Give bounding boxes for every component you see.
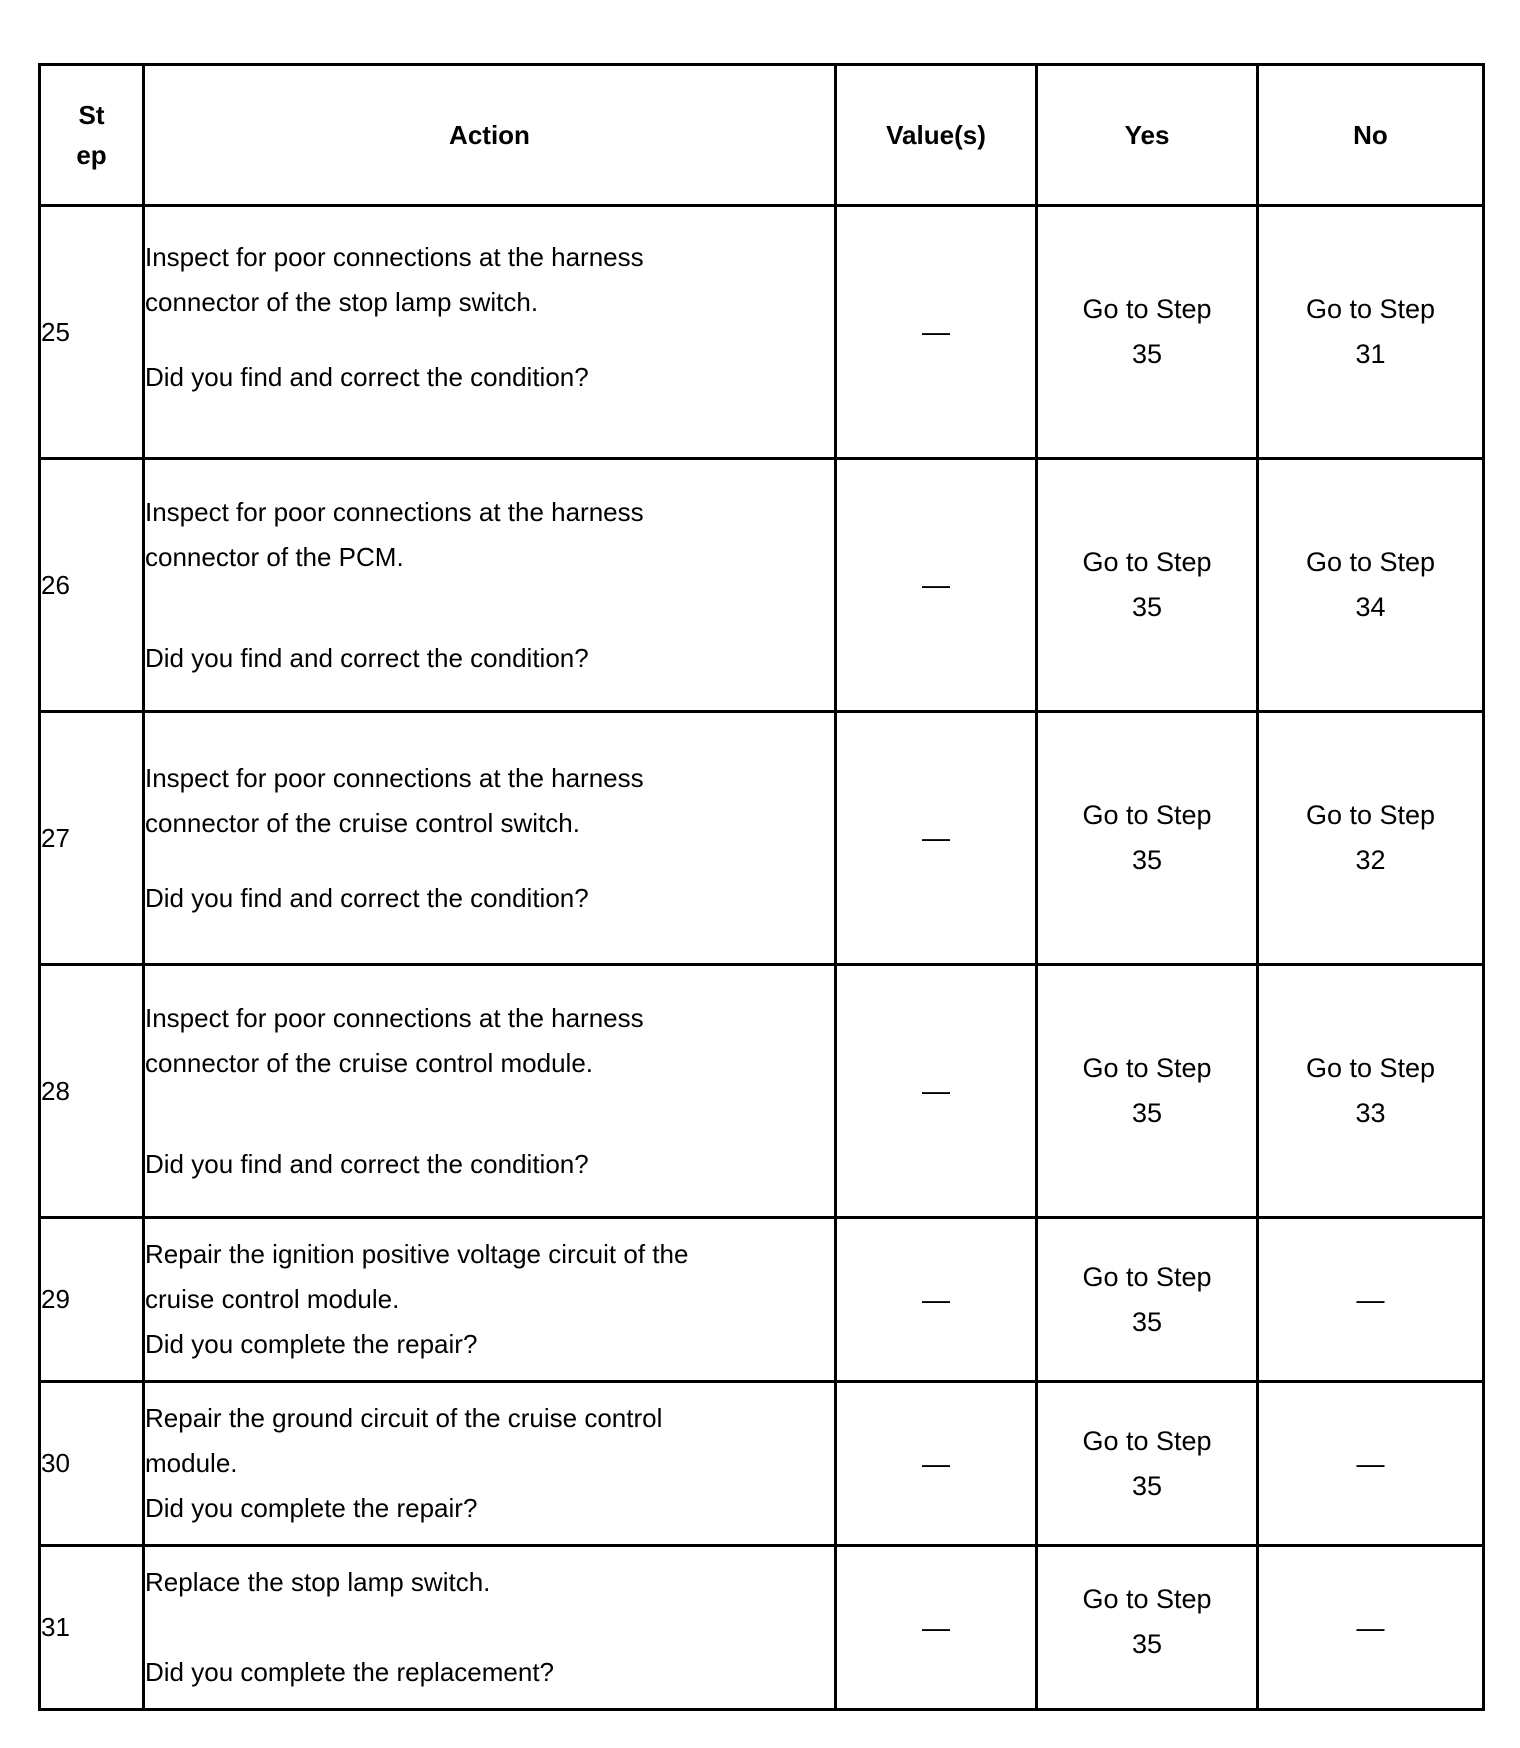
action-cell	[144, 1382, 836, 1546]
yes-cell	[1037, 459, 1258, 712]
no-cell	[1258, 206, 1484, 459]
no-goto: Go to Step	[1305, 1053, 1436, 1083]
yes-step: 35	[1131, 1306, 1163, 1337]
value-cell: —	[836, 1218, 1037, 1382]
action-question: Did you complete the replacement?	[145, 1657, 555, 1687]
yes-step: 35	[1131, 1470, 1163, 1501]
action-cell	[144, 206, 836, 459]
step-number: 29	[40, 1218, 144, 1382]
action-cell	[144, 712, 836, 965]
no-goto: Go to Step	[1305, 294, 1436, 324]
yes-step: 35	[1131, 1098, 1163, 1128]
yes-goto: Go to Step	[1082, 1583, 1212, 1614]
yes-goto: Go to Step	[1082, 294, 1212, 324]
table-header-row	[40, 65, 1484, 206]
value-cell: —	[836, 1382, 1037, 1546]
yes-cell	[1037, 1382, 1258, 1546]
action-question: Did you find and correct the condition?	[145, 882, 589, 913]
table-row	[40, 1546, 1484, 1710]
header-step-line1: St	[78, 100, 105, 130]
no-step: 32	[1355, 845, 1386, 875]
no-step: 31	[1355, 339, 1386, 369]
table-row	[40, 965, 1484, 1218]
no-cell: —	[1258, 1218, 1484, 1382]
value-cell: —	[836, 965, 1037, 1218]
action-cell	[144, 965, 836, 1218]
action-text: connector of the cruise control switch.	[145, 807, 580, 838]
action-text: connector of the cruise control module.	[145, 1047, 594, 1078]
table-row	[40, 1218, 1484, 1382]
action-text: module.	[145, 1448, 238, 1478]
yes-goto: Go to Step	[1082, 547, 1212, 577]
no-step: 34	[1355, 592, 1386, 622]
yes-step: 35	[1131, 339, 1163, 369]
action-text: connector of the stop lamp switch.	[145, 286, 539, 317]
step-number: 26	[40, 459, 144, 712]
action-text: Inspect for poor connections at the harness	[145, 496, 644, 527]
action-question: Did you complete the repair?	[145, 1329, 478, 1359]
table-row	[40, 1382, 1484, 1546]
step-number: 28	[40, 965, 144, 1218]
no-cell	[1258, 712, 1484, 965]
value-cell: —	[836, 206, 1037, 459]
value-cell: —	[836, 459, 1037, 712]
action-text: Replace the stop lamp switch.	[145, 1567, 491, 1597]
action-text: Inspect for poor connections at the harness	[145, 241, 644, 272]
header-action: Action	[144, 65, 836, 206]
action-text: Repair the ignition positive voltage circuit of the	[145, 1239, 689, 1269]
step-number: 27	[40, 712, 144, 965]
no-cell	[1258, 459, 1484, 712]
action-question: Did you complete the repair?	[145, 1493, 478, 1523]
table-row	[40, 712, 1484, 965]
action-cell	[144, 459, 836, 712]
no-cell: —	[1258, 1382, 1484, 1546]
value-cell: —	[836, 1546, 1037, 1710]
yes-cell	[1037, 712, 1258, 965]
yes-cell	[1037, 206, 1258, 459]
no-cell: —	[1258, 1546, 1484, 1710]
no-goto: Go to Step	[1305, 547, 1436, 577]
header-step-line2: ep	[76, 140, 107, 170]
yes-step: 35	[1131, 592, 1163, 622]
yes-cell	[1037, 965, 1258, 1218]
step-number: 25	[40, 206, 144, 459]
action-cell	[144, 1218, 836, 1382]
header-values: Value(s)	[836, 65, 1037, 206]
table-row	[40, 206, 1484, 459]
header-yes: Yes	[1037, 65, 1258, 206]
yes-cell	[1037, 1546, 1258, 1710]
no-cell	[1258, 965, 1484, 1218]
yes-goto: Go to Step	[1082, 1053, 1212, 1083]
no-goto: Go to Step	[1305, 800, 1436, 830]
action-text: cruise control module.	[145, 1284, 400, 1314]
no-step: 33	[1355, 1098, 1386, 1128]
header-no: No	[1258, 65, 1484, 206]
action-text: Inspect for poor connections at the harness	[145, 1002, 644, 1033]
header-step	[40, 65, 144, 206]
action-cell	[144, 1546, 836, 1710]
table-row	[40, 459, 1484, 712]
step-number: 31	[40, 1546, 144, 1710]
step-number: 30	[40, 1382, 144, 1546]
action-question: Did you find and correct the condition?	[145, 1148, 589, 1179]
action-question: Did you find and correct the condition?	[145, 642, 589, 673]
action-question: Did you find and correct the condition?	[145, 361, 589, 392]
yes-goto: Go to Step	[1082, 1261, 1212, 1292]
yes-goto: Go to Step	[1082, 1425, 1212, 1456]
action-text: Repair the ground circuit of the cruise control	[145, 1403, 663, 1433]
yes-goto: Go to Step	[1082, 800, 1212, 830]
action-text: Inspect for poor connections at the harness	[145, 762, 644, 793]
yes-cell	[1037, 1218, 1258, 1382]
value-cell: —	[836, 712, 1037, 965]
yes-step: 35	[1131, 845, 1163, 875]
diagnostic-table	[38, 63, 1485, 1711]
action-text: connector of the PCM.	[145, 541, 404, 572]
yes-step: 35	[1131, 1628, 1163, 1659]
